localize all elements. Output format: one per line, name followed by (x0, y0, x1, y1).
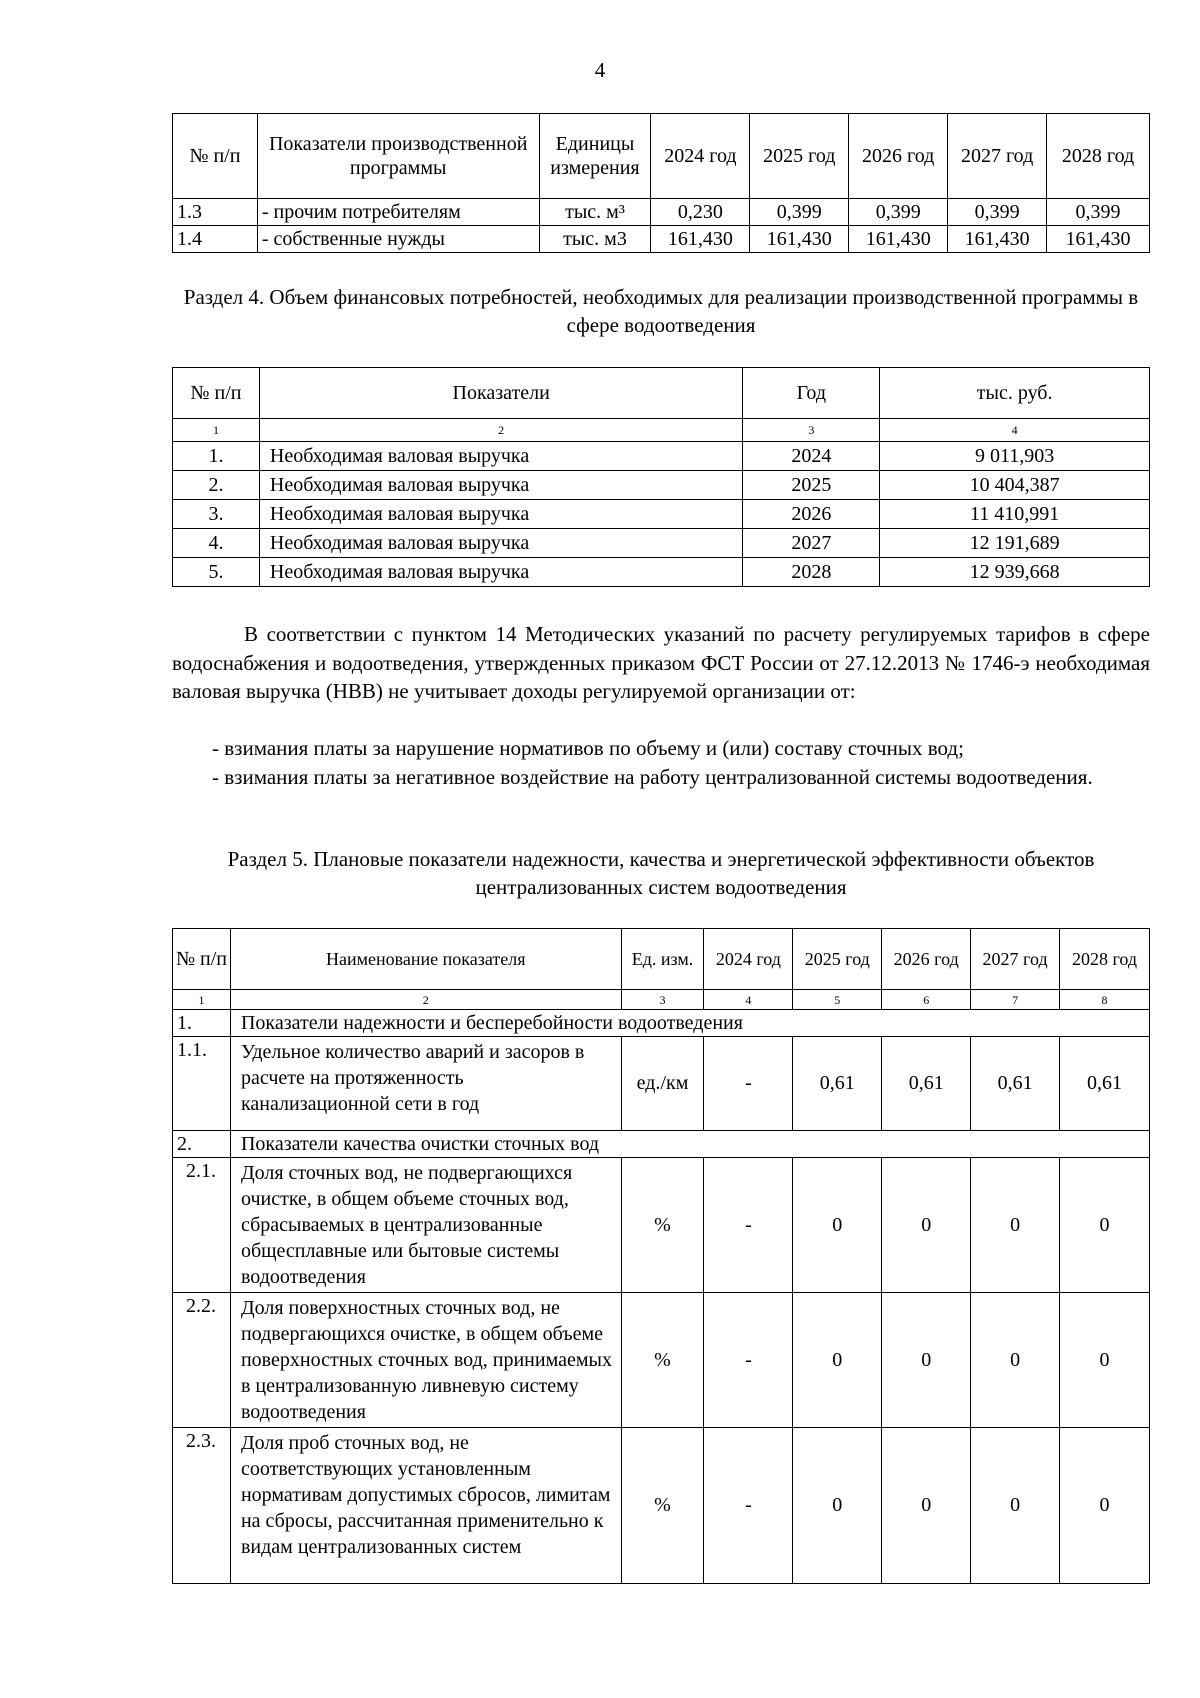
table-cell: 161,430 (948, 226, 1047, 253)
table-cell: 0 (1060, 1158, 1150, 1293)
table-row (173, 1037, 1150, 1131)
table-cell: % (621, 1428, 704, 1584)
header-cell: № п/п (173, 368, 260, 419)
table-row (173, 1158, 1150, 1293)
table-cell: 2025 (743, 471, 880, 500)
group-number: 2. (173, 1131, 231, 1158)
table-cell: 0,399 (750, 199, 849, 226)
column-number: 2 (230, 990, 621, 1010)
header-cell: Ед. изм. (621, 929, 704, 990)
bullet-item: - взимания платы за негативное воздействие на работу централизованной системы водоотведения. (212, 765, 1093, 789)
header-cell: № п/п (173, 114, 258, 199)
indicator-name: Доля поверхностных сточных вод, не подвергающихся очистке, в общем объеме поверхностных сточных вод, принимаемых в централизованную ливневую систему водоотведения (230, 1293, 621, 1428)
table-cell: 2.2. (173, 1293, 231, 1428)
financial-needs-table (172, 367, 1150, 587)
production-program-table (172, 113, 1150, 253)
table-cell: 0,230 (651, 199, 750, 226)
nvv-paragraph: В соответствии с пунктом 14 Методических указаний по расчету регулируемых тарифов в сфере водоснабжения и водоотведения, утвержденных приказом ФСТ России от 27.12.2013 № 1746-э необходимая валовая выручка (НВВ) не учитывает доходы регулируемой организации от: (172, 622, 1150, 703)
table-cell: 0 (1060, 1428, 1150, 1584)
header-cell: 2027 год (971, 929, 1060, 990)
table-cell: 4. (173, 529, 260, 558)
table-cell: 3. (173, 500, 260, 529)
table-cell: 161,430 (849, 226, 948, 253)
table-cell: - собственные нужды (257, 226, 539, 253)
table-cell: 0,61 (882, 1037, 971, 1131)
table-row (173, 471, 1150, 500)
column-number: 1 (173, 419, 260, 442)
header-cell: № п/п (173, 929, 231, 990)
column-number: 8 (1060, 990, 1150, 1010)
table-cell: - (704, 1037, 793, 1131)
table-cell: 5. (173, 558, 260, 587)
table-cell: 0 (793, 1158, 882, 1293)
table-row (173, 199, 1150, 226)
table-cell: Необходимая валовая выручка (259, 529, 743, 558)
table-cell: Необходимая валовая выручка (259, 442, 743, 471)
table-cell: Необходимая валовая выручка (259, 471, 743, 500)
table-cell: 0,61 (1060, 1037, 1150, 1131)
table-cell: 0 (882, 1293, 971, 1428)
table-cell: 9 011,903 (880, 442, 1150, 471)
table-cell: 2.1. (173, 1158, 231, 1293)
header-cell: Показатели производственной программы (257, 114, 539, 199)
table-header-row (173, 368, 1150, 419)
table-cell: % (621, 1158, 704, 1293)
header-cell: 2024 год (651, 114, 750, 199)
column-number: 5 (793, 990, 882, 1010)
table-cell: - (704, 1158, 793, 1293)
table-cell: - (704, 1428, 793, 1584)
header-cell: 2027 год (948, 114, 1047, 199)
table-cell: 0 (1060, 1293, 1150, 1428)
header-cell: тыс. руб. (880, 368, 1150, 419)
table-row (173, 226, 1150, 253)
table-cell: 161,430 (1047, 226, 1150, 253)
table-cell: 12 191,689 (880, 529, 1150, 558)
header-cell: 2026 год (849, 114, 948, 199)
table-cell: 0,399 (948, 199, 1047, 226)
table-cell: 0,399 (1047, 199, 1150, 226)
table-cell: тыс. м³ (539, 199, 651, 226)
table-cell: 2026 (743, 500, 880, 529)
table-row (173, 558, 1150, 587)
table-cell: 0,61 (971, 1037, 1060, 1131)
reliability-indicators-table (172, 928, 1150, 1584)
header-cell: Год (743, 368, 880, 419)
table-row (173, 1293, 1150, 1428)
group-row (173, 1131, 1150, 1158)
page-number: 4 (594, 58, 606, 82)
table-cell: 2024 (743, 442, 880, 471)
table-cell: Необходимая валовая выручка (259, 500, 743, 529)
column-number: 1 (173, 990, 231, 1010)
bullet-item: - взимания платы за нарушение нормативов по объему и (или) составу сточных вод; (212, 736, 964, 760)
table-cell: 0 (793, 1293, 882, 1428)
table-cell: 11 410,991 (880, 500, 1150, 529)
column-number: 4 (880, 419, 1150, 442)
column-number: 7 (971, 990, 1060, 1010)
group-title: Показатели надежности и бесперебойности водоотведения (230, 1010, 1149, 1037)
table-cell: % (621, 1293, 704, 1428)
table-cell: 0,399 (849, 199, 948, 226)
table-cell: 0 (971, 1158, 1060, 1293)
header-cell: 2026 год (882, 929, 971, 990)
table-cell: 1.4 (173, 226, 258, 253)
column-number: 6 (882, 990, 971, 1010)
header-cell: 2025 год (750, 114, 849, 199)
table-header-row (173, 929, 1150, 990)
table-cell: 2. (173, 471, 260, 500)
table-cell: 161,430 (651, 226, 750, 253)
section-5-heading: Раздел 5. Плановые показатели надежности, качества и энергетической эффективности объектов централизованных систем водоотведения (227, 847, 1095, 899)
table-cell: 2027 (743, 529, 880, 558)
table-cell: - (704, 1293, 793, 1428)
header-cell: Единицы измерения (539, 114, 651, 199)
indicator-name: Удельное количество аварий и засоров в расчете на протяженность канализационной сети в год (230, 1037, 621, 1131)
table-cell: - прочим потребителям (257, 199, 539, 226)
table-row (173, 529, 1150, 558)
table-header-row (173, 114, 1150, 199)
column-number: 2 (259, 419, 743, 442)
table-cell: 12 939,668 (880, 558, 1150, 587)
header-cell: 2028 год (1060, 929, 1150, 990)
column-number: 3 (743, 419, 880, 442)
group-row (173, 1010, 1150, 1037)
header-cell: Показатели (259, 368, 743, 419)
table-cell: 1.3 (173, 199, 258, 226)
header-cell: 2025 год (793, 929, 882, 990)
table-cell: 0 (971, 1293, 1060, 1428)
header-cell: Наименование показателя (230, 929, 621, 990)
table-cell: тыс. м3 (539, 226, 651, 253)
table-cell: 2.3. (173, 1428, 231, 1584)
table-cell: 0 (882, 1158, 971, 1293)
table-cell: 0 (971, 1428, 1060, 1584)
table-cell: 1.1. (173, 1037, 231, 1131)
table-cell: Необходимая валовая выручка (259, 558, 743, 587)
indicator-name: Доля сточных вод, не подвергающихся очистке, в общем объеме сточных вод, сбрасываемых в централизованные общесплавные или бытовые системы водоотведения (230, 1158, 621, 1293)
group-title: Показатели качества очистки сточных вод (230, 1131, 1149, 1158)
group-number: 1. (173, 1010, 231, 1037)
table-cell: 0 (793, 1428, 882, 1584)
table-cell: 1. (173, 442, 260, 471)
indicator-name: Доля проб сточных вод, не соответствующих установленным нормативам допустимых сбросов, лимитам на сбросы, рассчитанная применительно к видам централизованных систем (230, 1428, 621, 1584)
table-cell: 0,61 (793, 1037, 882, 1131)
table-cell: 0 (882, 1428, 971, 1584)
table-cell: 2028 (743, 558, 880, 587)
table-cell: 161,430 (750, 226, 849, 253)
column-number: 4 (704, 990, 793, 1010)
table-cell: ед./км (621, 1037, 704, 1131)
section-4-heading: Раздел 4. Объем финансовых потребностей, необходимых для реализации производственной программы в сфере водоотведения (183, 285, 1139, 337)
table-cell: 10 404,387 (880, 471, 1150, 500)
column-number: 3 (621, 990, 704, 1010)
table-row (173, 442, 1150, 471)
column-number-row (173, 419, 1150, 442)
table-row (173, 1428, 1150, 1584)
header-cell: 2024 год (704, 929, 793, 990)
header-cell: 2028 год (1047, 114, 1150, 199)
table-row (173, 500, 1150, 529)
column-number-row (173, 990, 1150, 1010)
